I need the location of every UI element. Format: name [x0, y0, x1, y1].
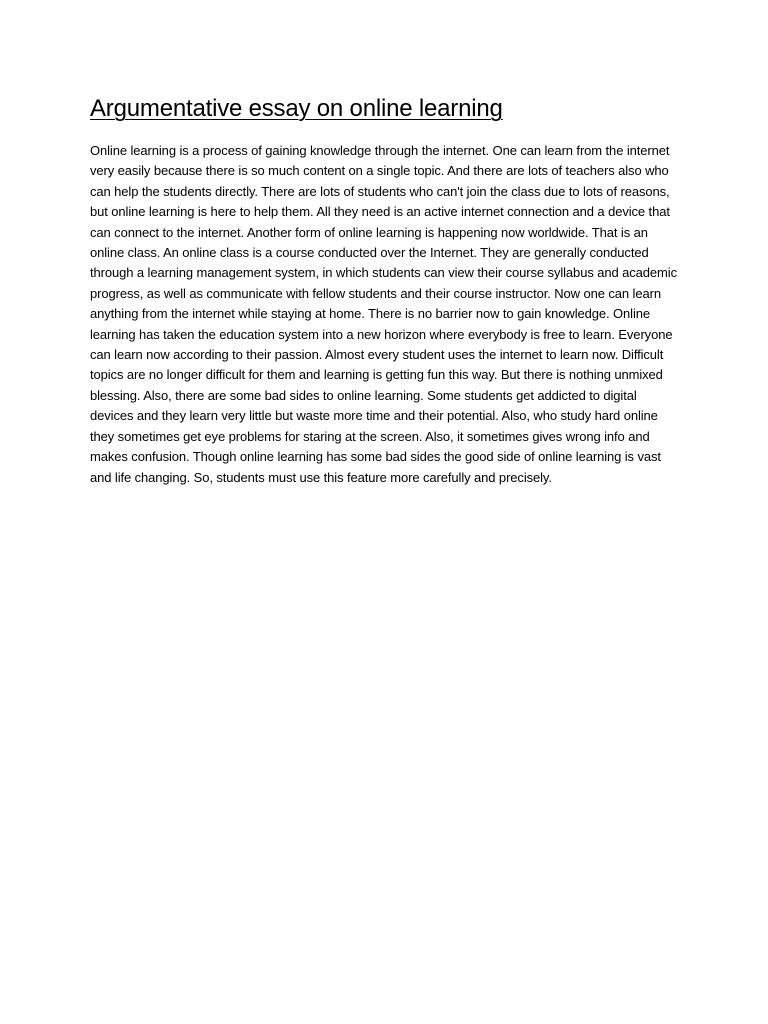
- document-title: Argumentative essay on online learning: [90, 95, 503, 122]
- document-body-paragraph: Online learning is a process of gaining knowledge through the internet. One can learn from the internet very easily because there is so much content on a single topic. And there are lots of teachers also who can help the students directly. There are lots of students who can't join the class due to lots of reasons, but online learning is here to help them. All they need is an active internet connection and a device that can connect to the internet. Another form of online learning is happening now worldwide. That is an online class. An online class is a course conducted over the Internet. They are generally conducted through a learning management system, in which students can view their course syllabus and academic progress, as well as communicate with fellow students and their course instructor. Now one can learn anything from the internet while staying at home. There is no barrier now to gain knowledge. Online learning has taken the education system into a new horizon where everybody is free to learn. Everyone can learn now according to their passion. Almost every student uses the internet to learn now. Difficult topics are no longer difficult for them and learning is getting fun this way. But there is nothing unmixed blessing. Also, there are some bad sides to online learning. Some students get addicted to digital devices and they learn very little but waste more time and their potential. Also, who study hard online they sometimes get eye problems for staring at the screen. Also, it sometimes gives wrong info and makes confusion. Though online learning has some bad sides the good side of online learning is vast and life changing. So, students must use this feature more carefully and precisely.: [90, 143, 677, 485]
